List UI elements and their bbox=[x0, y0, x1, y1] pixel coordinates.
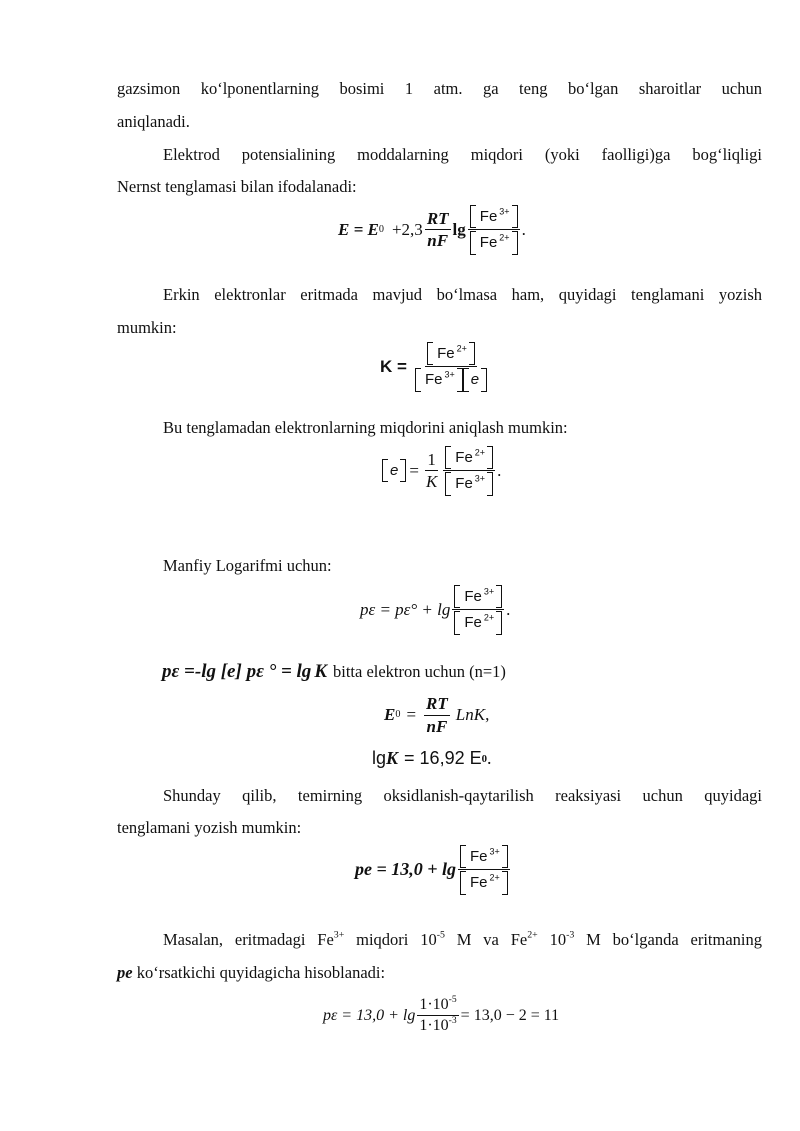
paragraph-4: Bu tenglamadan elektronlarning miqdorini aniqlash mumkin: bbox=[163, 418, 568, 437]
paragraph-7-line-2: tenglamani yozish mumkin: bbox=[117, 818, 302, 837]
paragraph-2-line-1: Elektrod potensialining moddalarning miqdori (yoki faolligi)ga bog‘liqligi bbox=[163, 145, 762, 164]
paragraph-1-line-1: gazsimon ko‘lponentlarning bosimi 1 atm. ga teng bo‘lgan sharoitlar uchun bbox=[117, 79, 762, 98]
paragraph-7-line-1: Shunday qilib, temirning oksidlanish-qaytarilish reaksiyasi uchun quyidagi bbox=[163, 786, 762, 805]
paragraph-5: Manfiy Logarifmi uchun: bbox=[163, 556, 332, 575]
paragraph-3-line-1: Erkin elektronlar eritmada mavjud bo‘lmasa ham, quyidagi tenglamani yozish bbox=[163, 285, 762, 304]
k-lhs: K = bbox=[380, 356, 407, 376]
paragraph-8-line-2: pe ko‘rsatkichi quyidagicha hisoblanadi: bbox=[117, 963, 386, 982]
fe-ratio-fraction: $\frac{Fe ^{3+}}{Fe ^{2+}}$ bbox=[468, 205, 520, 255]
pe-equation: pε = pε° + lg $\frac{Fe ^{3+}}{Fe ^{2+}}$ . bbox=[360, 585, 510, 635]
paragraph-2-line-2: Nernst tenglamasi bilan ifodalanadi: bbox=[117, 177, 357, 196]
pe-13-equation: pe = 13,0 + lg $\frac{Fe ^{3+}}{Fe ^{2+}}$ bbox=[355, 845, 512, 895]
pe-definition-line: pε =-lg [e] pε ° = lg K bitta elektron uchun (n=1) bbox=[162, 661, 506, 682]
nernst-lhs: E = E bbox=[338, 219, 379, 239]
paragraph-1-line-2: aniqlanadi. bbox=[117, 112, 190, 131]
e0-equation: E 0 = $\frac{RT}{nF}$ LnK , bbox=[384, 694, 490, 736]
nernst-coef: +2,3 bbox=[391, 219, 423, 239]
paragraph-3-line-2: mumkin: bbox=[117, 318, 177, 337]
lgk-equation: lg K = 16,92 E 0 . bbox=[372, 748, 492, 768]
calculation-equation: pε = 13,0 + lg $\frac{1\cdot 10^{-5}}{1\cdot 10^{-3}}$ = 13,0 − 2 = 11 bbox=[323, 993, 560, 1035]
electron-equation: e = $\frac{1}{K}$ $\frac{Fe ^{2+}}{Fe ^{3+}}$ . bbox=[382, 446, 501, 496]
k-equation: K = Fe $^{2+}$ Fe $^{3+}$ e bbox=[380, 342, 491, 392]
rt-nf-fraction: $\frac{RT}{nF}$ bbox=[426, 208, 449, 251]
paragraph-8-line-1: Masalan, eritmadagi $Fe^{3+}$ miqdori $10^{-5}$ M va $Fe^{2+}$ $10^{-3}$ M bo‘lganda eritmaning bbox=[163, 929, 762, 949]
nernst-equation: E = E 0 +2,3 $\frac{RT}{nF}$ lg $\frac{Fe ^{3+}}{Fe ^{2+}}$ . bbox=[338, 205, 526, 255]
